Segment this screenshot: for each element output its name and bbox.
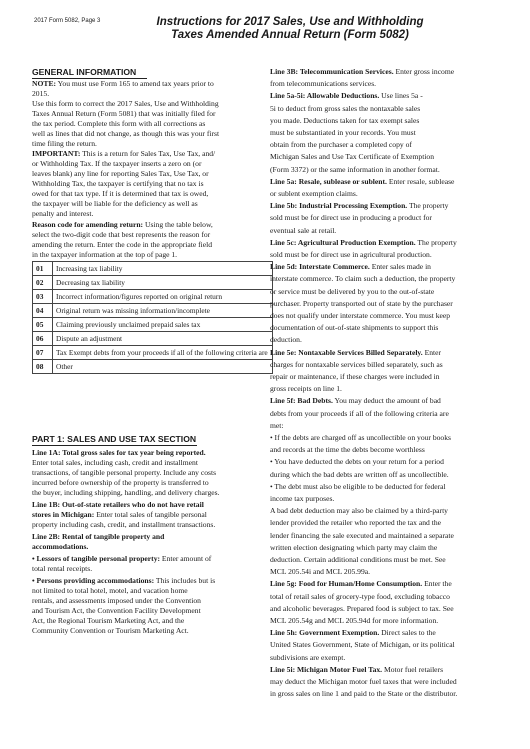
page-label: 2017 Form 5082, Page 3 xyxy=(34,18,101,24)
left-col-line: in the taxpayer information at the top of page 1. xyxy=(32,250,178,259)
left-col-line: 2015. xyxy=(32,89,50,98)
right-col-line: Line 3B: Telecommunication Services. Enter gross income xyxy=(270,67,455,76)
part1-line: the buyer, including shipping, handling, and delivery charges. xyxy=(32,488,220,497)
right-col-line: Line 5d: Interstate Commerce. Enter sales made in xyxy=(270,262,431,272)
left-col-line: Withholding Tax, the taxpayer is certifying that no tax is xyxy=(32,179,204,188)
part1-line: Line 1A: Total gross sales for tax year being reported. xyxy=(32,448,206,457)
right-column xyxy=(270,68,520,728)
reason-code-number: 08 xyxy=(33,360,53,374)
part1-line: Line 2B: Rental of tangible property and xyxy=(32,532,165,541)
right-col-line: or sublent exemption claims. xyxy=(270,189,358,198)
left-col-line: Reason code for amending return: Using the table below, xyxy=(32,220,213,229)
reason-code-row xyxy=(33,318,273,332)
right-col-line: does not qualify under interstate commerce. You must keep xyxy=(270,311,451,320)
title-line-1: Instructions for 2017 Sales, Use and Withholding xyxy=(156,16,424,28)
right-col-line: eventual sale at retail. xyxy=(270,225,337,235)
reason-code-row xyxy=(33,332,273,346)
reason-code-description: Increasing tax liability xyxy=(53,262,273,276)
reason-code-row xyxy=(33,290,273,304)
section-part-1: PART 1: SALES AND USE TAX SECTION xyxy=(32,434,197,444)
left-col-line: time filing the return. xyxy=(32,139,97,148)
left-col-line: Use this form to correct the 2017 Sales, Use and Withholding xyxy=(32,99,219,108)
reason-code-number: 06 xyxy=(33,332,53,346)
reason-code-table xyxy=(32,261,273,374)
right-col-line: MCL 205.54i and MCL 205.99a. xyxy=(270,567,371,577)
right-col-line: Line 5g: Food for Human/Home Consumption. Enter the xyxy=(270,579,452,589)
part1-line: property including cash, credit, and installment transactions. xyxy=(32,520,216,529)
right-col-line: or service must be delivered by you to the out-of-state xyxy=(270,286,435,296)
right-col-line: may deduct the Michigan motor fuel taxes that were included xyxy=(270,677,457,686)
reason-code-number: 01 xyxy=(33,262,53,276)
reason-code-number: 07 xyxy=(33,346,53,360)
reason-code-description: Decreasing tax liability xyxy=(53,276,273,290)
right-col-line: Line 5f: Bad Debts. You may deduct the amount of bad xyxy=(270,396,441,406)
right-col-line: subdivisions are exempt. xyxy=(270,652,346,662)
reason-code-row xyxy=(33,262,273,276)
reason-code-description: Tax Exempt debts from your proceeds if all of the following criteria are xyxy=(53,346,273,360)
left-col-line: owed for that tax type. If it is determined that tax is owed, xyxy=(32,189,209,198)
right-col-line: interstate commerce. To claim such a deduction, the property xyxy=(270,274,456,284)
reason-code-description: Other xyxy=(53,360,273,374)
right-col-line: repair or maintenance, if these charges were included in xyxy=(270,372,440,381)
right-col-line: Line 5h: Government Exemption. Direct sales to the xyxy=(270,628,436,638)
left-col-line: amending the return. Enter the code in the appropriate field xyxy=(32,240,213,249)
left-col-line: IMPORTANT: This is a return for Sales Tax, Use Tax, and/ xyxy=(32,149,216,158)
right-col-line: purchaser. Property transported out of state by the purchaser xyxy=(270,298,453,308)
reason-code-row xyxy=(33,360,273,374)
right-col-line: lender provided the retailer who reported the tax and the xyxy=(270,518,442,528)
reason-code-number: 04 xyxy=(33,304,53,318)
part1-line: Enter total sales, including cash, credit and installment xyxy=(32,458,198,467)
reason-code-row xyxy=(33,346,273,360)
reason-code-number: 05 xyxy=(33,318,53,332)
left-col-line: Taxes Annual Return (Form 5081) that was initially filed for xyxy=(32,109,216,118)
right-col-line: Line 5c: Agricultural Production Exemption. The property xyxy=(270,237,457,247)
part1-line: • Persons providing accommodations: This includes but is xyxy=(32,576,216,585)
part1-line: Line 1B: Out-of-state retailers who do not have retail xyxy=(32,500,204,509)
part1-line: transactions, of tangible personal property. Include any costs xyxy=(32,468,217,477)
part1-line: incurred before ownership of the property is transferred to xyxy=(32,478,209,487)
right-col-line: you made. Deductions taken for tax exempt sales xyxy=(270,115,420,125)
part1-line: and Tourism Act, the Convention Facility Development xyxy=(32,606,201,615)
left-col-line: select the two-digit code that best represents the reason for xyxy=(32,230,211,239)
reason-code-number: 02 xyxy=(33,276,53,290)
right-col-line: documentation of out-of-state shipments to support this xyxy=(270,323,439,333)
part1-line: • Lessors of tangible personal property: Enter amount of xyxy=(32,554,212,563)
reason-code-description: Claiming previously unclaimed prepaid sales tax xyxy=(53,318,273,332)
left-col-line: NOTE: You must use Form 165 to amend tax years prior to xyxy=(32,79,214,88)
left-col-line: the taxpayer will be liable for the deficiency as well as xyxy=(32,199,198,208)
right-col-line: must be substantiated in your records. You must xyxy=(270,128,416,137)
right-col-line: gross receipts on line 1. xyxy=(270,384,342,394)
reason-code-number: 03 xyxy=(33,290,53,304)
right-col-line: A bad debt deduction may also be claimed by a third-party xyxy=(270,506,448,516)
part1-line: Community Convention or Tourism Marketing Act. xyxy=(32,626,189,635)
right-col-line: • You have deducted the debts on your return for a period xyxy=(270,457,444,467)
left-column xyxy=(32,80,262,260)
right-col-line: Line 5i: Michigan Motor Fuel Tax. Motor fuel retailers xyxy=(270,664,444,674)
right-col-line: during which the bad debts are written off as uncollectible. xyxy=(270,469,449,479)
right-col-line: MCL 205.54g and MCL 205.94d for more information. xyxy=(270,616,439,625)
right-col-line: lender financing the sale executed and maintained a separate xyxy=(270,530,454,540)
right-col-line: written election designating which party may claim the xyxy=(270,542,438,552)
right-col-line: total of retail sales of grocery-type food, excluding tobacco xyxy=(270,591,450,601)
part1-line: stores in Michigan: Enter total sales of tangible personal xyxy=(32,510,207,519)
right-col-line: Line 5e: Nontaxable Services Billed Separately. Enter xyxy=(270,347,442,357)
reason-code-description: Dispute an adjustment xyxy=(53,332,273,346)
right-col-line: in gross sales on line 1 and paid to the State or the distributor. xyxy=(270,689,458,699)
right-col-line: met: xyxy=(270,420,284,430)
left-col-line: leaves blank) any line for reporting Sales Tax, Use Tax, or xyxy=(32,169,209,178)
part1-line: Act, the Regional Tourism Marketing Act, and the xyxy=(32,616,185,625)
right-col-line: • If the debts are charged off as uncollectible on your books xyxy=(270,433,451,442)
part1-line: not limited to total hotel, motel, and vacation home xyxy=(32,586,188,595)
right-col-line: deduction. Certain additional conditions must be met. See xyxy=(270,555,446,564)
left-col-line: well as lines that did not change, as though this was your first xyxy=(32,129,220,138)
left-col-line: or Withholding Tax. If the taxpayer inserts a zero on (or xyxy=(32,159,202,168)
right-col-line: obtain from the purchaser a completed copy of xyxy=(270,140,412,150)
right-col-line: Line 5a-5i: Allowable Deductions. Use lines 5a - xyxy=(270,91,423,101)
section-general-information: GENERAL INFORMATION xyxy=(32,67,137,77)
reason-code-description: Original return was missing information/incomplete xyxy=(53,304,273,318)
title-line-2: Taxes Amended Annual Return (Form 5082) xyxy=(171,29,409,41)
right-col-line: debts from your proceeds if all of the following criteria are xyxy=(270,408,449,418)
left-col-line: the tax period. Complete this form with all corrections as xyxy=(32,119,206,128)
right-col-line: Line 5a: Resale, sublease or sublent. Enter resale, sublease xyxy=(270,176,455,186)
right-col-line: sold must be for direct use in producing a product for xyxy=(270,213,432,223)
right-col-line: income tax purposes. xyxy=(270,494,335,503)
right-col-line: and records at the time the debts become worthless xyxy=(270,445,425,455)
part1-line: total rental receipts. xyxy=(32,564,93,573)
part1-left-column xyxy=(32,449,262,709)
right-col-line: from telecommunications services. xyxy=(270,79,377,89)
right-col-line: deduction. xyxy=(270,335,302,345)
reason-code-description: Incorrect information/figures reported on original return xyxy=(53,290,273,304)
part1-line: rentals, and assessments imposed under the Convention xyxy=(32,596,201,605)
right-col-line: Line 5b: Industrial Processing Exemption. The property xyxy=(270,201,449,211)
part1-line: accommodations. xyxy=(32,542,89,551)
right-col-line: 5i to deduct from gross sales the nontaxable sales xyxy=(270,103,421,113)
left-col-line: penalty and interest. xyxy=(32,209,94,218)
right-col-line: charges for nontaxable services billed separately, such as xyxy=(270,359,443,369)
reason-code-row xyxy=(33,276,273,290)
right-col-line: (Form 3372) or the same information in another format. xyxy=(270,164,440,174)
right-col-line: United States Government, State of Michigan, or its political xyxy=(270,640,455,650)
reason-code-row xyxy=(33,304,273,318)
right-col-line: and alcoholic beverages. Prepared food is subject to tax. See xyxy=(270,603,454,613)
section-rule-part1 xyxy=(32,445,197,446)
right-col-line: sold must be for direct use in agricultural production. xyxy=(270,250,432,259)
right-col-line: • The debt must also be eligible to be deducted for federal xyxy=(270,481,446,491)
right-col-line: Michigan Sales and Use Tax Certificate of Exemption xyxy=(270,152,435,162)
